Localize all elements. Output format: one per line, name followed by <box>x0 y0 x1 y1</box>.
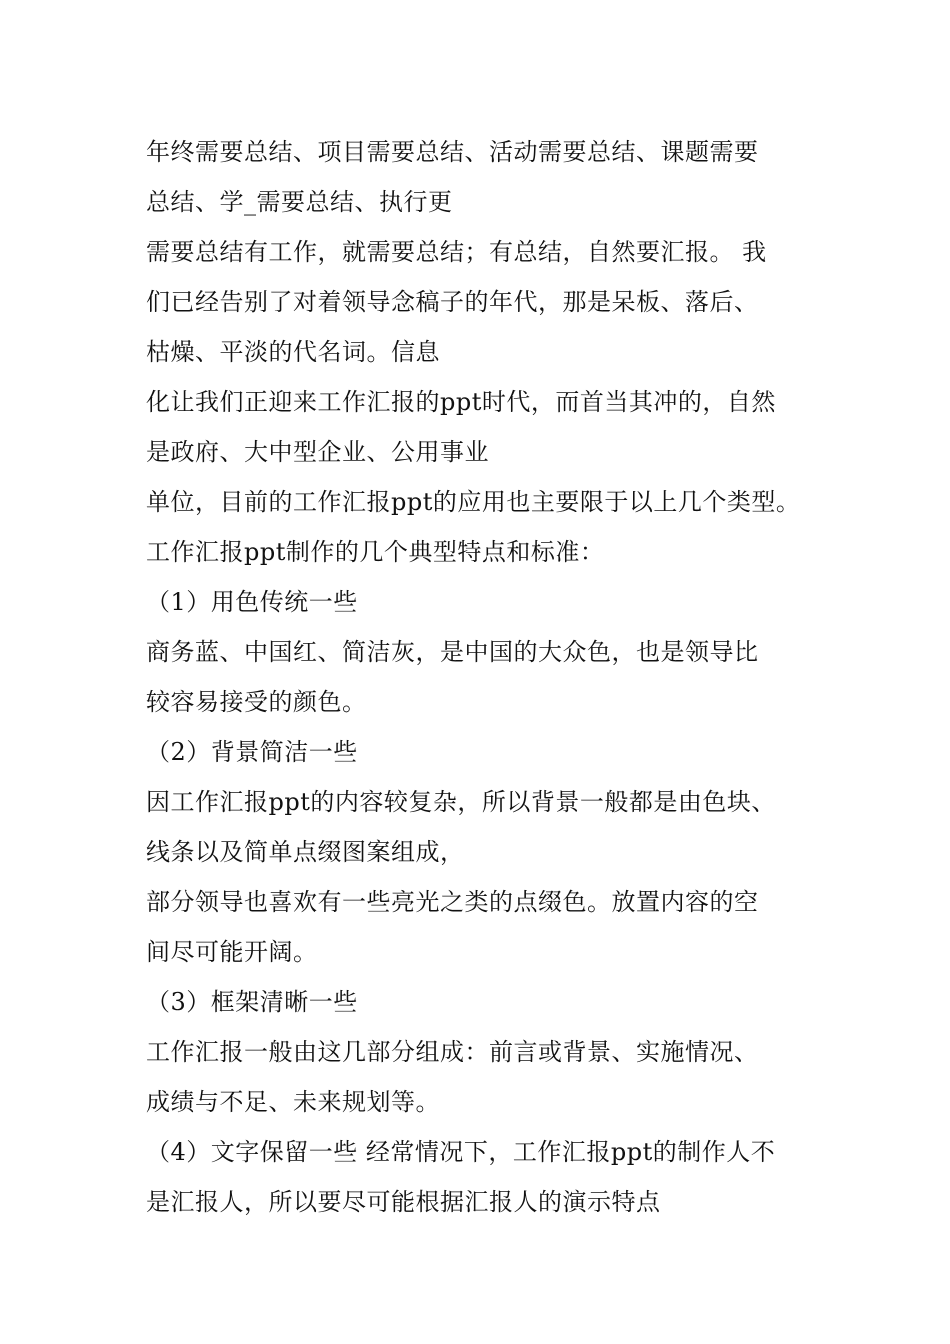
list-item-heading: （2）背景简洁一些 <box>146 738 358 766</box>
text-line: 是政府、大中型企业、公用事业 <box>146 438 489 466</box>
text-line: 需要总结有工作，就需要总结；有总结，自然要汇报。 我 <box>146 238 767 266</box>
text-line: 们已经告别了对着领导念稿子的年代，那是呆板、落后、 <box>146 288 759 316</box>
list-item-heading: （1）用色传统一些 <box>146 588 358 616</box>
text-line: 因工作汇报ppt的内容较复杂，所以背景一般都是由色块、 <box>146 788 776 816</box>
text-line: 部分领导也喜欢有一些亮光之类的点缀色。放置内容的空 <box>146 888 759 916</box>
document-body <box>146 132 836 1232</box>
text-line: 线条以及简单点缀图案组成， <box>146 838 465 866</box>
section-heading: 工作汇报ppt制作的几个典型特点和标准： <box>146 538 605 566</box>
text-line: 年终需要总结、项目需要总结、活动需要总结、课题需要 <box>146 138 759 166</box>
text-line: 是汇报人，所以要尽可能根据汇报人的演示特点 <box>146 1188 661 1216</box>
text-line: 总结、学_需要总结、执行更 <box>146 188 453 216</box>
text-line: 间尽可能开阔。 <box>146 938 318 966</box>
list-item-heading: （3）框架清晰一些 <box>146 988 358 1016</box>
text-line: 较容易接受的颜色。 <box>146 688 367 716</box>
text-line: 枯燥、平淡的代名词。信息 <box>146 338 440 366</box>
text-line: 商务蓝、中国红、简洁灰，是中国的大众色，也是领导比 <box>146 638 759 666</box>
text-line: 成绩与不足、未来规划等。 <box>146 1088 440 1116</box>
list-item-heading: （4）文字保留一些 经常情况下，工作汇报ppt的制作人不 <box>146 1138 776 1166</box>
text-line: 工作汇报一般由这几部分组成：前言或背景、实施情况、 <box>146 1038 759 1066</box>
text-line: 单位，目前的工作汇报ppt的应用也主要限于以上几个类型。 <box>146 488 801 516</box>
text-line: 化让我们正迎来工作汇报的ppt时代，而首当其冲的，自然 <box>146 388 776 416</box>
